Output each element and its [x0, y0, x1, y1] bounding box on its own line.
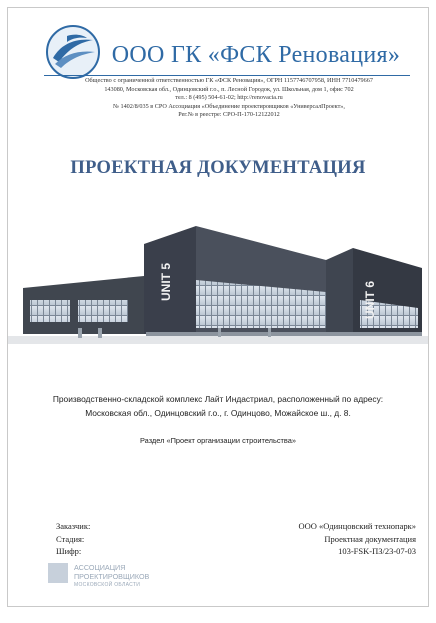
company-details: [48, 77, 410, 120]
info-values: [298, 520, 416, 558]
unit-right-label: UNIT 6: [363, 280, 377, 320]
company-details-line: 143080, Московская обл., Одинцовский г.о., п. Лесной Городок, ул. Школьная, дом 1, офис 702: [104, 85, 354, 93]
code-label: Шифр:: [56, 546, 82, 556]
unit-left-label: UNIT 5: [159, 262, 173, 302]
document-title: ПРОЕКТНАЯ ДОКУМЕНТАЦИЯ: [70, 158, 366, 178]
info-labels: [56, 520, 90, 558]
association-line-1: АССОЦИАЦИЯ: [74, 563, 126, 572]
association-line-3: МОСКОВСКОЙ ОБЛАСТИ: [74, 581, 141, 588]
project-description-line: Производственно-складской комплекс Лайт Индастриал, расположенный по адресу:: [52, 394, 384, 404]
company-details-line: Общество с ограниченной ответственностью ГК «ФСК Реновация», ОГРН 1157746707958, ИНН 7710479667: [85, 77, 373, 84]
project-description-line: Московская обл., Одинцовский г.о., г. Одинцово, Можайское ш., д. 8.: [85, 408, 351, 418]
company-name: ООО ГК «ФСК Реновация»: [111, 42, 401, 68]
association-line-2: ПРОЕКТИРОВЩИКОВ: [74, 571, 150, 581]
association-logo-icon: [48, 563, 68, 583]
association-name: [74, 564, 149, 589]
header-divider: [44, 75, 410, 76]
document-page: [7, 7, 429, 607]
section-title: Раздел «Проект организации строительства»: [139, 436, 296, 445]
project-description: [8, 392, 428, 420]
building-render: [8, 216, 429, 368]
company-logo-icon: [45, 24, 101, 80]
stage-value: Проектная документация: [324, 533, 416, 544]
company-details-line: № 1402/8/035 в СРО Ассоциация «Объединение проектировщиков «УниверсалПроект»,: [113, 102, 345, 110]
company-details-line: тел.: 8 (495) 504-61-02; http://renovacia.ru: [175, 94, 283, 102]
customer-value: ООО «Одинцовский технопарк»: [298, 521, 416, 531]
company-details-line: Рег.№ в реестре: СРО-П-170-12122012: [178, 111, 280, 119]
stage-label: Стадия:: [56, 533, 85, 544]
customer-label: Заказчик:: [56, 521, 91, 531]
code-value: 103-FSK-ПЗ/23-07-03: [338, 546, 416, 556]
